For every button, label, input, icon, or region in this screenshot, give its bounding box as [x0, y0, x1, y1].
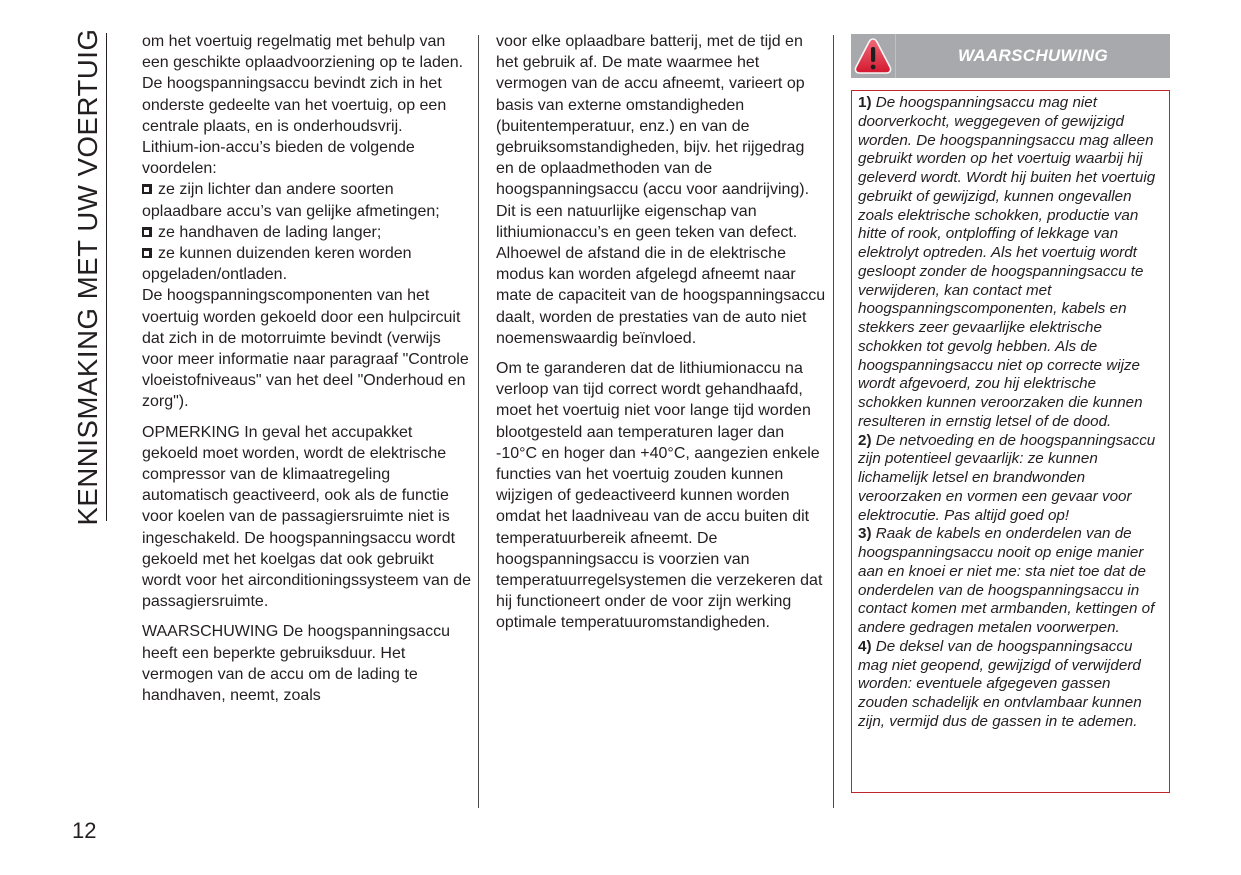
section-title-sidebar	[70, 28, 107, 526]
paragraph-battery-location: De hoogspanningsaccu bevindt zich in het onderste gedeelte van het voertuig, op een centrale plaats, en is onderhoudsvrij.	[142, 75, 447, 135]
bullet-item	[142, 179, 472, 221]
column-divider	[833, 35, 834, 808]
warning-item-text: De deksel van de hoogspanningsaccu mag niet geopend, gewijzigd of verwijderd worden: eventuele afgegeven gassen zouden schadelijk en ontvlambaar kunnen zijn, vermijd dus de gassen in te ademen.	[858, 637, 1142, 730]
square-bullet-icon	[142, 227, 152, 237]
page-number: 12	[72, 818, 97, 843]
text-column-1	[142, 31, 472, 715]
warning-item-number: 2)	[858, 431, 872, 449]
paragraph-note: OPMERKING In geval het accupakket gekoeld moet worden, wordt de elektrische compressor van de klimaatregeling automatisch geactiveerd, ook als de functie voor koelen van de passagiersruimte niet is ingeschakeld. De hoogspanningsaccu wordt gekoeld met het koelgas dat ook gebruikt wordt voor het airconditioningssysteem van de passagiersruimte.	[142, 423, 472, 611]
bullet-text: ze handhaven de lading langer;	[158, 223, 382, 241]
warning-item	[858, 638, 1163, 732]
warning-item	[858, 432, 1163, 526]
warning-triangle-icon	[853, 36, 893, 76]
square-bullet-icon	[142, 184, 152, 194]
warning-item	[858, 94, 1163, 432]
paragraph-warning: WAARSCHUWING De hoogspanningsaccu heeft een beperkte gebruiksduur. Het vermogen van de accu om de lading te handhaven, neemt, zoals	[142, 623, 450, 705]
paragraph-advantages-intro: Lithium-ion-accu’s bieden de volgende voordelen:	[142, 139, 415, 178]
square-bullet-icon	[142, 248, 152, 258]
warning-item-number: 4)	[858, 637, 872, 655]
bullet-text: ze zijn lichter dan andere soorten oplaadbare accu’s van gelijke afmetingen;	[142, 181, 440, 220]
warning-item-number: 1)	[858, 94, 872, 111]
text-column-2	[496, 31, 826, 643]
bullet-item	[142, 243, 472, 285]
bullet-item	[142, 222, 472, 243]
section-title: KENNISMAKING MET UW VOERTUIG	[72, 28, 103, 526]
warning-panel-body	[851, 90, 1170, 793]
warning-panel-header	[851, 34, 1170, 78]
warning-item-text: Raak de kabels en onderdelen van de hoogspanningsaccu nooit op enige manier aan en knoei er niet me: sta niet toe dat de onderdelen van de hoogspanningsaccu in contact komen met armbanden, kettingen of andere gedragen metalen voorwerpen.	[858, 525, 1155, 636]
warning-icon-cell	[851, 34, 896, 78]
paragraph-battery-degradation: voor elke oplaadbare batterij, met de tijd en het gebruik af. De mate waarmee het vermogen van de accu afneemt, varieert op basis van externe omstandigheden (buitentemperatuur, enz.) en van de gebruiksomstandigheden, bijv. het rijgedrag en de oplaadmethoden van de hoogspanningsaccu (accu voor aandrijving). Dit is een natuurlijke eigenschap van lithiumionaccu’s en geen teken van defect. Alhoewel de afstand die in de elektrische modus kan worden afgelegd afneemt naar mate de capaciteit van de hoogspanningsaccu daalt, worden de prestaties van de auto niet noemenswaardig beïnvloed.	[496, 33, 826, 347]
warning-panel-title: WAARSCHUWING	[958, 46, 1108, 65]
warning-item	[858, 525, 1163, 638]
warning-item-number: 3)	[858, 525, 872, 543]
paragraph-cooling: De hoogspanningscomponenten van het voertuig worden gekoeld door een hulpcircuit dat zich in de motorruimte bevindt (verwijs voor meer informatie naar paragraaf "Controle vloeistofniveaus" van het deel "Onderhoud en zorg").	[142, 287, 469, 411]
warning-item-text: De netvoeding en de hoogspanningsaccu zijn potentieel gevaarlijk: ze kunnen lichamelijk letsel en brandwonden veroorzaken en vormen een gevaar voor elektrocutie. Pas altijd goed op!	[858, 431, 1156, 524]
paragraph-temperature: Om te garanderen dat de lithiumionaccu na verloop van tijd correct wordt gehandhaafd, moet het voertuig niet voor lange tijd worden blootgesteld aan temperaturen lager dan -10°C en hoger dan +40°C, aangezien enkele functies van het voertuig zouden kunnen wijzigen of gedeactiveerd kunnen worden omdat het laadniveau van de accu buiten dit temperatuurbereik afneemt. De hoogspanningsaccu is voorzien van temperatuurregelsystemen die verzekeren dat hij functioneert onder de voor zijn werking optimale temperatuuromstandigheden.	[496, 360, 823, 632]
paragraph-charging: om het voertuig regelmatig met behulp van een geschikte oplaadvoorziening op te laden.	[142, 33, 464, 72]
warning-item-text: De hoogspanningsaccu mag niet doorverkocht, weggegeven of gewijzigd worden. De hoogspanningsaccu mag alleen gebruikt worden op het voertuig waarbij hij geleverd wordt. Wordt hij buiten het voertuig gebruikt of gewijzigd, kunnen ongevallen zoals elektrische schokken, productie van hitte of rook, ontploffing of lekkage van elektrolyt optreden. Als het voertuig wordt gesloopt zonder de hoogspanningsaccu te verwijderen, kan contact met hoogspanningscomponenten, kabels en stekkers zeer gevaarlijke elektrische schokken tot gevolg hebben. Als de hoogspanningsaccu niet op correcte wijze wordt afgevoerd, zou hij elektrische schokken kunnen veroorzaken die kunnen resulteren in ernstig letsel of de dood.	[858, 94, 1156, 430]
bullet-text: ze kunnen duizenden keren worden opgeladen/ontladen.	[142, 245, 412, 284]
column-divider	[478, 35, 479, 808]
